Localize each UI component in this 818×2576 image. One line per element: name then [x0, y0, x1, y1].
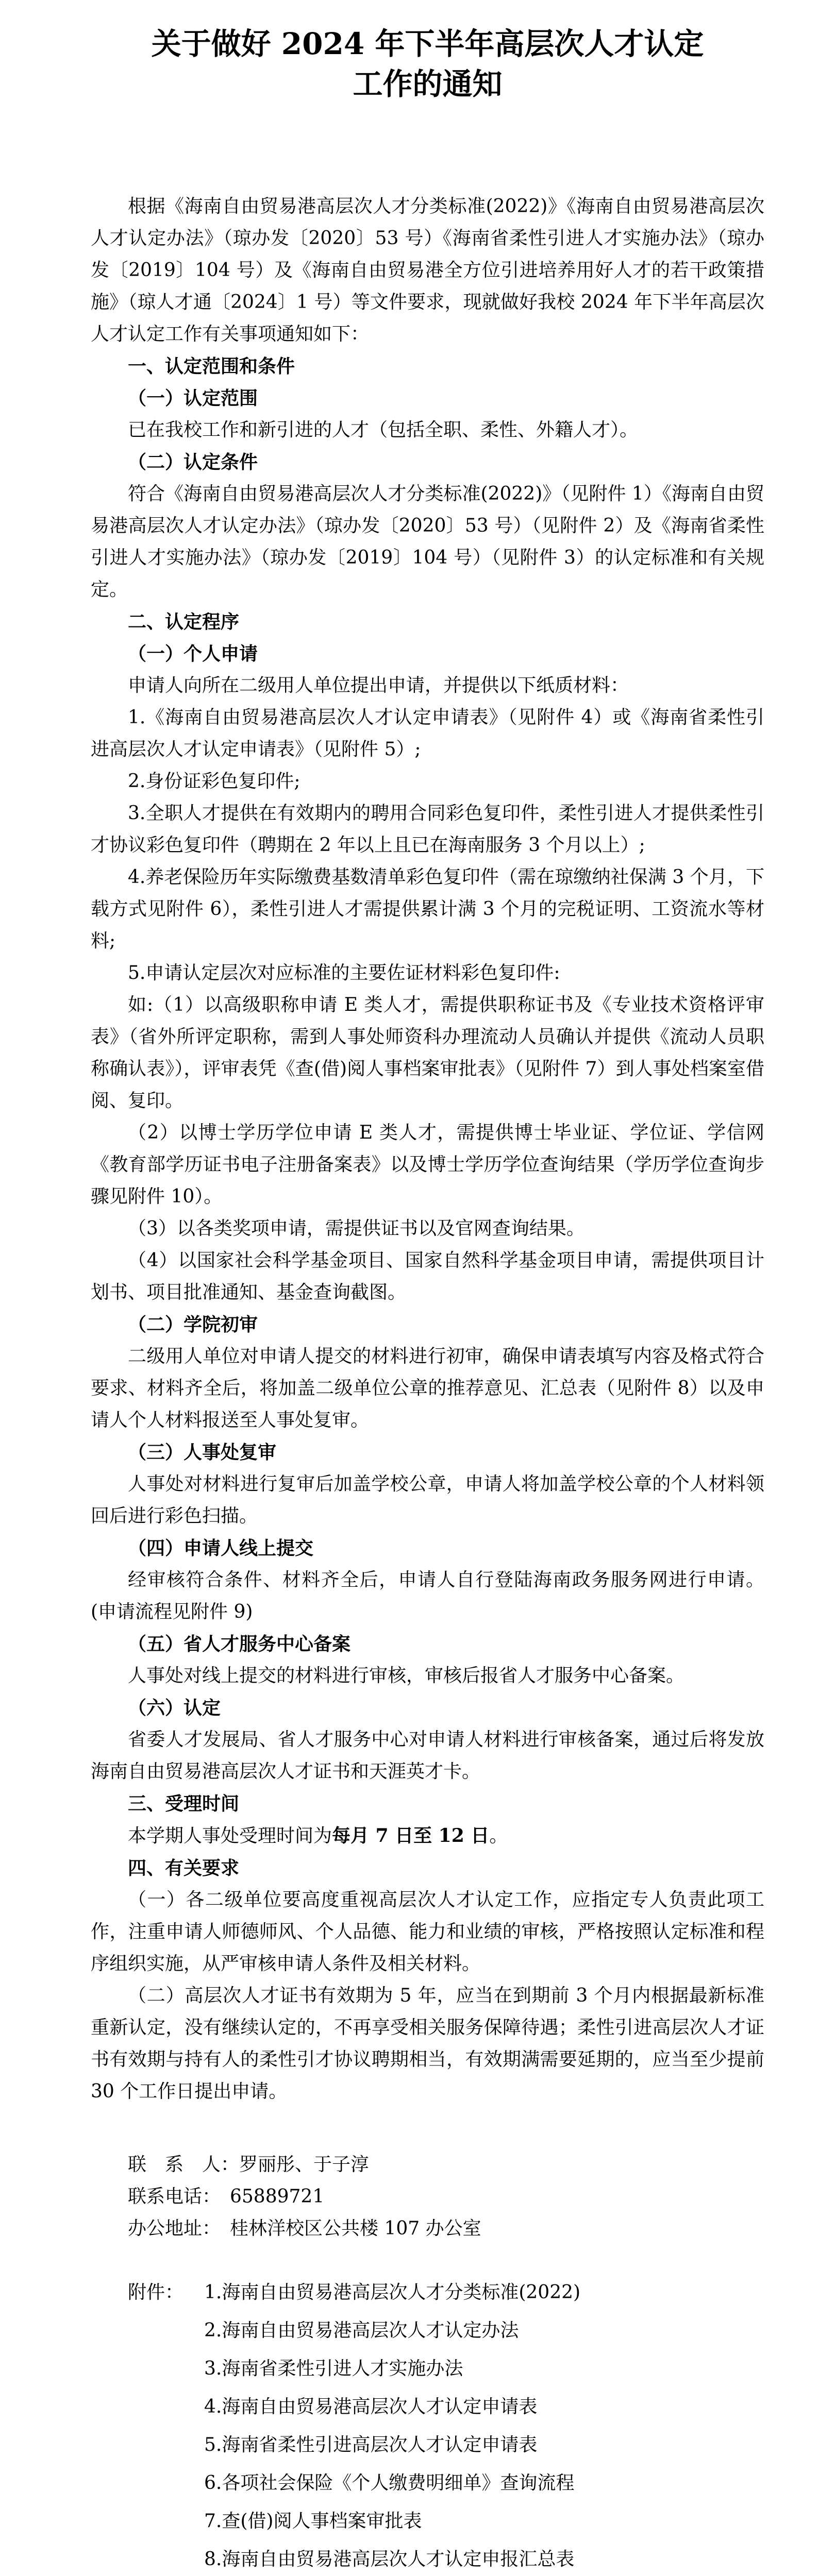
acceptance-time-period: 每月 7 日至 12 日 — [332, 1825, 490, 1846]
evidence-example: （3）以各类奖项申请，需提供证书以及官网查询结果。 — [128, 1218, 585, 1239]
material-item: 2.身份证彩色复印件; — [128, 771, 301, 792]
section-2-4-text: 经审核符合条件、材料齐全后，申请人自行登陆海南政务服务网进行申请。(申请流程见附件 9) — [91, 1569, 764, 1622]
acceptance-time-lead: 本学期人事处受理时间为 — [128, 1825, 332, 1846]
section-2-2-heading: （二）学院初审 — [128, 1314, 258, 1335]
intro-section — [91, 191, 764, 350]
title-line-2: 工作的通知 — [353, 66, 503, 101]
section-4 — [91, 1852, 764, 2108]
section-2-6-text: 省委人才发展局、省人才服务中心对申请人材料进行审核备案，通过后将发放海南自由贸易港高层次人才证书和天涯英才卡。 — [91, 1729, 764, 1782]
section-2-5-text: 人事处对线上提交的材料进行审核，审核后报省人才服务中心备案。 — [128, 1665, 685, 1686]
attachments-label: 附件： — [128, 2282, 184, 2303]
attachment-row — [91, 2350, 764, 2388]
attachment-item: 1.海南自由贸易港高层次人才分类标准(2022) — [204, 2282, 581, 2303]
section-2-6-heading: （六）认定 — [128, 1697, 221, 1719]
section-3-heading: 三、受理时间 — [128, 1793, 240, 1815]
attachment-item: 7.查(借)阅人事档案审批表 — [204, 2511, 422, 2532]
section-2-5-heading: （五）省人才服务中心备案 — [128, 1633, 351, 1655]
attachment-item: 4.海南自由贸易港高层次人才认定申请表 — [204, 2396, 538, 2417]
attachment-row — [91, 2274, 764, 2312]
intro-paragraph: 根据《海南自由贸易港高层次人才分类标准(2022)》《海南自由贸易港高层次人才认定办法》（琼办发〔2020〕53 号）《海南省柔性引进人才实施办法》（琼办发〔2019〕104 号）及《海南自由贸易港全方位引进培养用好人才的若干政策措施》（琼人才通〔2024〕1 号）等文件要求，现就做好我校 2024 年下半年高层次人才认定工作有关事项通知如下： — [91, 196, 764, 345]
section-1-2-text: 符合《海南自由贸易港高层次人才分类标准(2022)》（见附件 1）《海南自由贸易港高层次人才认定办法》（琼办发〔2020〕53 号）（见附件 2）及《海南省柔性引进人才实施办法》（琼办发〔2019〕104 号）（见附件 3）的认定标准和有关规定。 — [91, 483, 764, 600]
section-2-1-lead: 申请人向所在二级用人单位提出申请，并提供以下纸质材料： — [128, 675, 629, 696]
contact-address: 办公地址： 桂林洋校区公共楼 107 办公室 — [128, 2218, 481, 2239]
attachment-row — [91, 2426, 764, 2464]
attachment-item: 3.海南省柔性引进人才实施办法 — [204, 2358, 463, 2379]
section-2-3-heading: （三）人事处复审 — [128, 1442, 277, 1463]
section-1 — [91, 350, 764, 606]
section-1-1-heading: （一）认定范围 — [128, 387, 258, 409]
attachment-row — [91, 2464, 764, 2502]
requirement-paragraph-2: （二）高层次人才证书有效期为 5 年，应当在到期前 3 个月内根据最新标准重新认定，没有继续认定的，不再享受相关服务保障待遇；柔性引进高层次人才证书有效期与持有人的柔性引才协议聘期相当，有效期满需要延期的，应当至少提前 30 个工作日提出申请。 — [91, 1985, 764, 2102]
material-item: 5.申请认定层次对应标准的主要佐证材料彩色复印件: — [128, 962, 560, 984]
attachments-list — [91, 2274, 764, 2576]
contact-person: 联 系 人：罗丽彤、于子淳 — [128, 2154, 370, 2175]
attachment-row — [91, 2312, 764, 2350]
acceptance-time-end: 。 — [489, 1825, 508, 1846]
section-2-4-heading: （四）申请人线上提交 — [128, 1537, 314, 1559]
document-title — [91, 24, 764, 104]
attachment-item: 6.各项社会保险《个人缴费明细单》查询流程 — [204, 2472, 575, 2494]
attachment-item: 2.海南自由贸易港高层次人才认定办法 — [204, 2320, 519, 2341]
material-item: 4.养老保险历年实际缴费基数清单彩色复印件（需在琼缴纳社保满 3 个月，下载方式见附件 6），柔性引进人才需提供累计满 3 个月的完税证明、工资流水等材料; — [91, 867, 764, 952]
attachment-item: 8.海南自由贸易港高层次人才认定申报汇总表 — [204, 2549, 575, 2570]
section-2-1-heading: （一）个人申请 — [128, 643, 258, 665]
section-2-heading: 二、认定程序 — [128, 611, 240, 633]
section-2 — [91, 606, 764, 1788]
requirement-paragraph-1: （一）各二级单位要高度重视高层次人才认定工作，应指定专人负责此项工作，注重申请人师德师风、个人品德、能力和业绩的审核，严格按照认定标准和程序组织实施，从严审核申请人条件及相关材料。 — [91, 1889, 764, 1974]
section-2-2-text: 二级用人单位对申请人提交的材料进行初审，确保申请表填写内容及格式符合要求、材料齐全后，将加盖二级单位公章的推荐意见、汇总表（见附件 8）以及申请人个人材料报送至人事处复审。 — [91, 1346, 764, 1431]
material-item: 3.全职人才提供在有效期内的聘用合同彩色复印件，柔性引进人才提供柔性引才协议彩色复印件（聘期在 2 年以上且已在海南服务 3 个月以上）; — [91, 803, 764, 856]
section-3 — [91, 1788, 764, 1852]
section-1-1-text: 已在我校工作和新引进的人才（包括全职、柔性、外籍人才）。 — [128, 419, 639, 440]
evidence-example: （2）以博士学历学位申请 E 类人才，需提供博士毕业证、学位证、学信网《教育部学历证书电子注册备案表》以及博士学历学位查询结果（学历学位查询步骤见附件 10）。 — [91, 1122, 764, 1207]
section-2-3-text: 人事处对材料进行复审后加盖学校公章，申请人将加盖学校公章的个人材料领回后进行彩色扫描。 — [91, 1473, 764, 1527]
material-item: 1.《海南自由贸易港高层次人才认定申请表》（见附件 4）或《海南省柔性引进高层次人才认定申请表》（见附件 5）; — [91, 707, 764, 760]
evidence-example: 如:（1）以高级职称申请 E 类人才，需提供职称证书及《专业技术资格评审表》（省外所评定职称，需到人事处师资科办理流动人员确认并提供《流动人员职称确认表》），评审表凭《查(借)阅人事档案审批表》（见附件 7）到人事处档案室借阅、复印。 — [91, 994, 764, 1111]
attachment-row — [91, 2502, 764, 2540]
attachment-row — [91, 2388, 764, 2426]
section-1-heading: 一、认定范围和条件 — [128, 355, 295, 377]
section-1-2-heading: （二）认定条件 — [128, 451, 258, 473]
contact-block — [91, 2149, 764, 2245]
attachment-item: 5.海南省柔性引进高层次人才认定申请表 — [204, 2434, 538, 2455]
title-line-1: 关于做好 2024 年下半年高层次人才认定 — [151, 26, 704, 61]
contact-phone: 联系电话： 65889721 — [128, 2186, 325, 2207]
attachment-row — [91, 2540, 764, 2576]
section-3-text — [91, 1820, 764, 1852]
evidence-example: （4）以国家社会科学基金项目、国家自然科学基金项目申请，需提供项目计划书、项目批准通知、基金查询截图。 — [91, 1250, 764, 1303]
section-4-heading: 四、有关要求 — [128, 1857, 240, 1879]
